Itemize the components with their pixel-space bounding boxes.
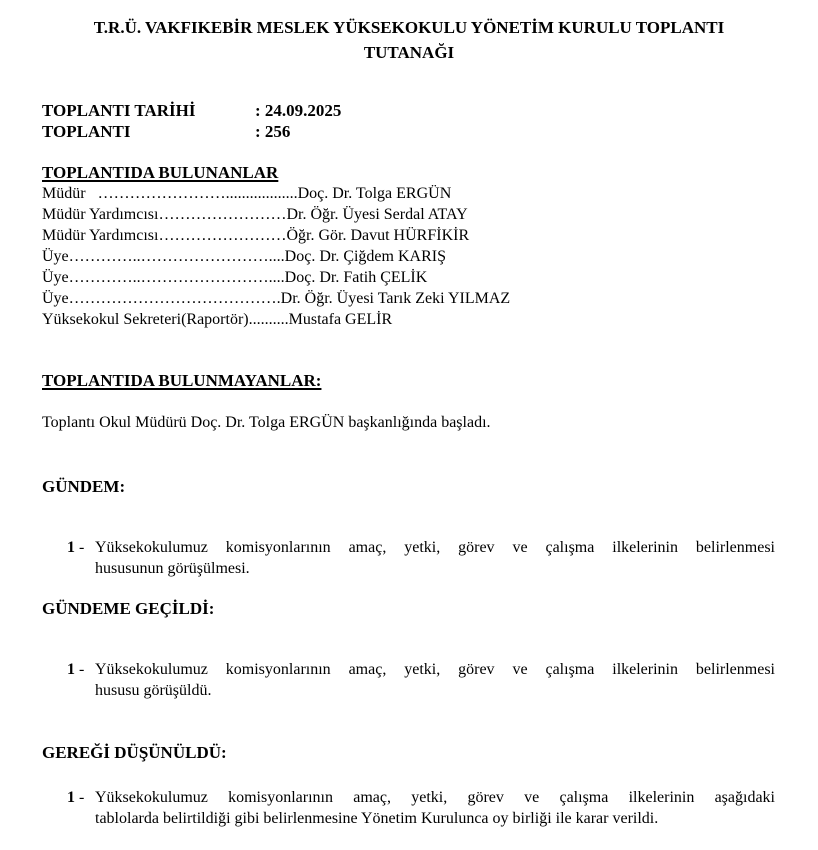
agenda-item-text-line2: hususunun görüşülmesi. [95, 560, 250, 577]
agenda-heading: GÜNDEM: [42, 477, 126, 496]
attendees-heading: TOPLANTIDA BULUNANLAR [42, 163, 279, 182]
meeting-date-row [42, 101, 341, 121]
attendee-role: Müdür [42, 185, 86, 202]
attendee-role: Müdür Yardımcısı [42, 206, 159, 223]
agenda-item-text-line1: Yüksekokulumuz komisyonlarının amaç, yetki, görev ve çalışma ilkelerinin belirlenmesi [95, 539, 775, 556]
agenda-item-number: 1 [67, 539, 75, 556]
attendee-role: Yüksekokul Sekreteri(Raportör) [42, 311, 249, 328]
proceed-item-text-line2: hususu görüşüldü. [95, 682, 212, 699]
meeting-number-value: : 256 [255, 122, 291, 141]
meeting-number-label: TOPLANTI [42, 122, 131, 141]
proceed-item-text [95, 659, 775, 701]
attendee-row [42, 205, 468, 225]
absent-heading: TOPLANTIDA BULUNMAYANLAR: [42, 371, 322, 390]
proceed-item-text-line1: Yüksekokulumuz komisyonlarının amaç, yetki, görev ve çalışma ilkelerinin belirlenmesi [95, 661, 775, 678]
attendee-leader: …………………… [158, 227, 287, 244]
agenda-item-text [95, 537, 775, 579]
attendee-leader: …………..…………………….... [68, 248, 285, 265]
proceed-item [67, 659, 775, 701]
meeting-date-value: : 24.09.2025 [255, 101, 342, 120]
decision-item [67, 787, 775, 829]
attendee-role: Üye [42, 269, 69, 286]
attendee-role: Üye [42, 248, 69, 265]
attendee-row [42, 310, 392, 330]
attendee-leader: .......... [248, 311, 289, 328]
decision-item-text-line1: Yüksekokulumuz komisyonlarının amaç, yetki, görev ve çalışma ilkelerinin aşağıdaki [95, 789, 775, 806]
document-title-line1: T.R.Ü. VAKFIKEBİR MESLEK YÜKSEKOKULU YÖNETİM KURULU TOPLANTI [93, 18, 725, 37]
attendee-role: Üye [42, 290, 69, 307]
attendee-name: Öğr. Gör. Davut HÜRFİKİR [286, 227, 470, 244]
decision-heading: GEREĞİ DÜŞÜNÜLDÜ: [42, 743, 227, 762]
attendee-name: Doç. Dr. Tolga ERGÜN [297, 185, 452, 202]
document-title-line2: TUTANAĞI [363, 43, 455, 62]
proceed-item-separator: - [79, 661, 85, 678]
attendee-leader: …………………… [158, 206, 287, 223]
attendee-row [42, 268, 427, 288]
proceed-heading: GÜNDEME GEÇİLDİ: [42, 599, 215, 618]
attendee-row [42, 289, 510, 309]
meeting-date-label: TOPLANTI TARİHİ [42, 101, 196, 120]
attendee-role: Müdür Yardımcısı [42, 227, 159, 244]
attendee-row [42, 184, 451, 204]
attendee-row [42, 226, 469, 246]
attendee-name: Doç. Dr. Fatih ÇELİK [284, 269, 428, 286]
attendee-row [42, 247, 446, 267]
attendee-leader: …………………………………. [68, 290, 281, 307]
attendee-name: Dr. Öğr. Üyesi Serdal ATAY [286, 206, 468, 223]
decision-item-text [95, 787, 775, 829]
attendee-leader: …………..…………………….... [68, 269, 285, 286]
decision-item-separator: - [79, 789, 85, 806]
decision-item-text-line2: tablolarda belirtildiği gibi belirlenmesine Yönetim Kurulunca oy birliği ile karar verildi. [95, 810, 659, 827]
agenda-item [67, 537, 775, 579]
decision-item-number: 1 [67, 789, 75, 806]
meeting-number-row [42, 122, 290, 142]
attendee-leader: …………………….................. [85, 185, 298, 202]
opening-statement: Toplantı Okul Müdürü Doç. Dr. Tolga ERGÜN başkanlığında başladı. [42, 414, 491, 431]
agenda-item-separator: - [79, 539, 85, 556]
proceed-item-number: 1 [67, 661, 75, 678]
attendee-name: Dr. Öğr. Üyesi Tarık Zeki YILMAZ [280, 290, 511, 307]
attendee-name: Doç. Dr. Çiğdem KARIŞ [284, 248, 446, 265]
attendee-name: Mustafa GELİR [288, 311, 393, 328]
